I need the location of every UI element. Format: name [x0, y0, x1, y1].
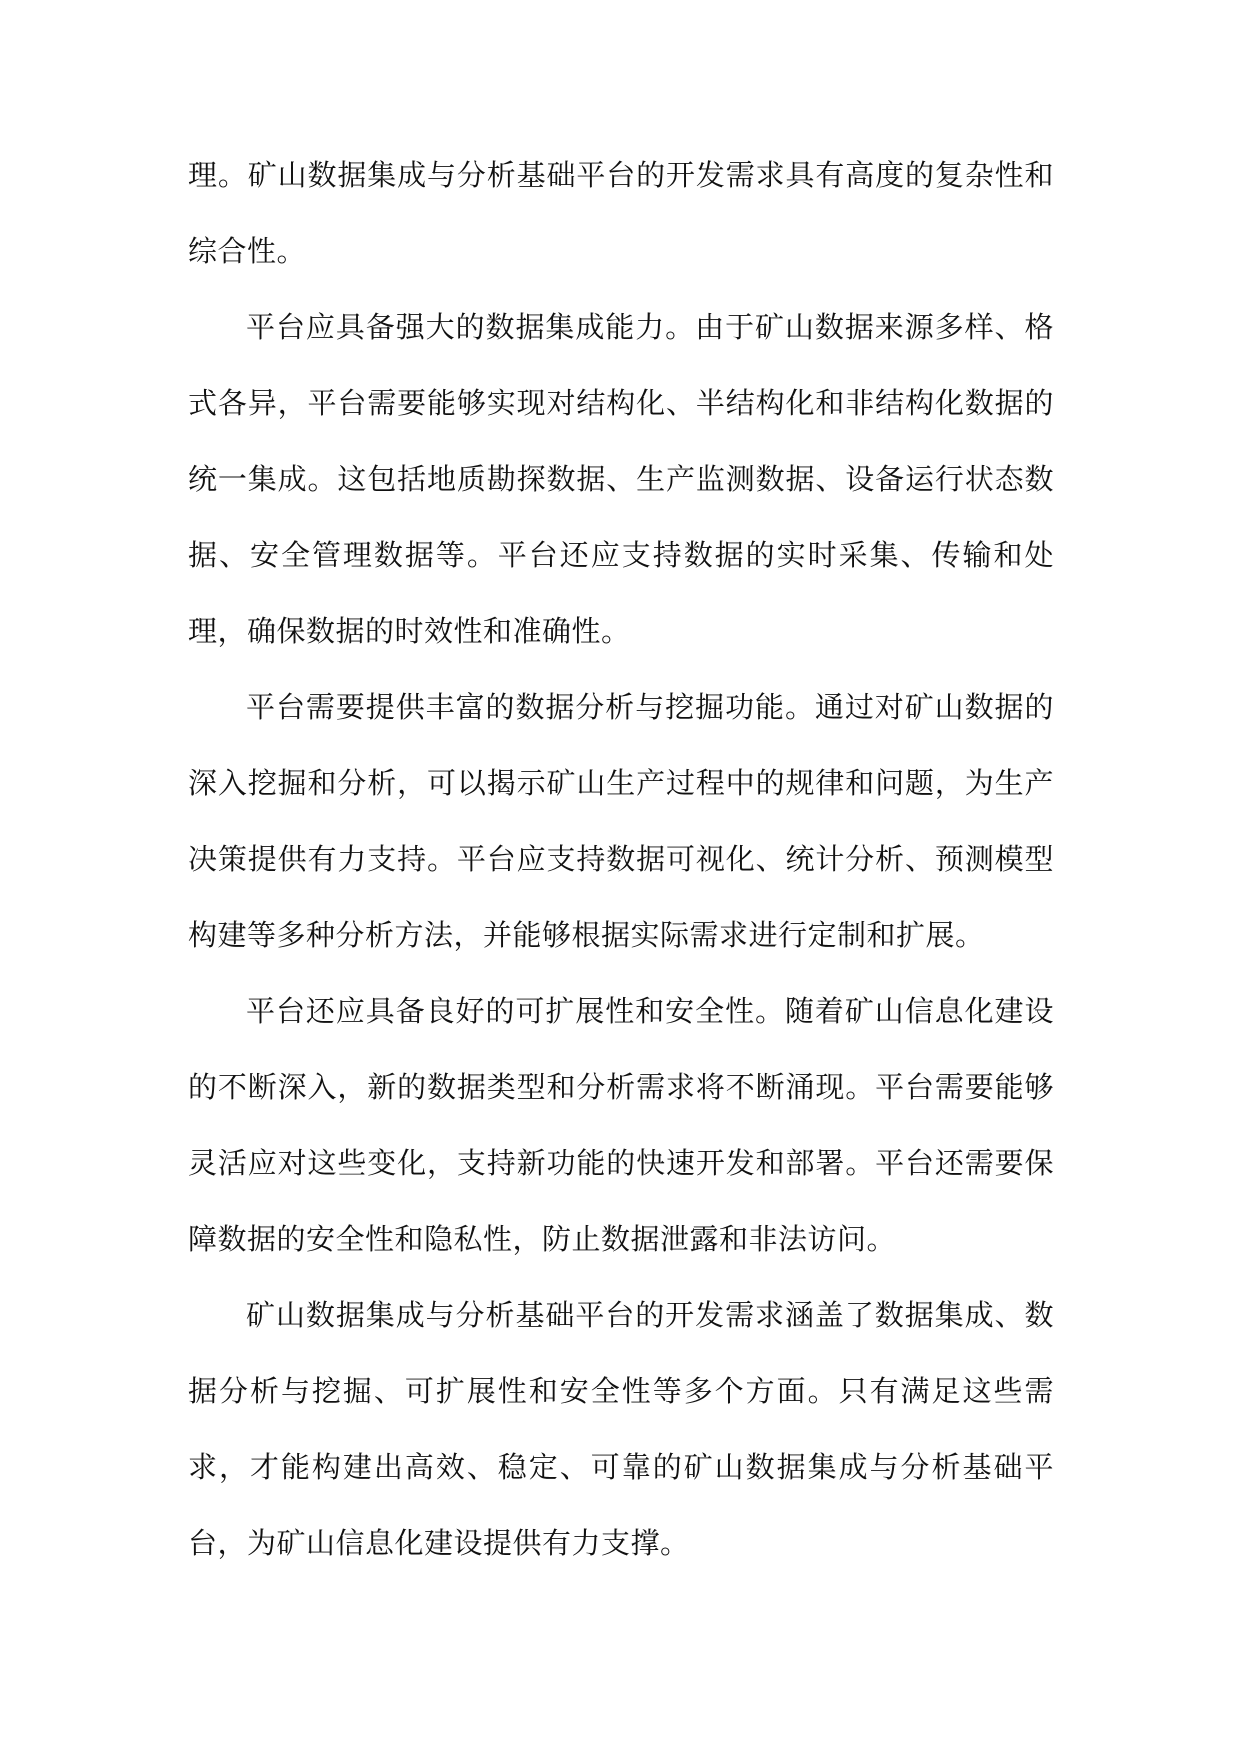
paragraph-data-integration: 平台应具备强大的数据集成能力。由于矿山数据来源多样、格式各异，平台需要能够实现对结构化、半结构化和非结构化数据的统一集成。这包括地质勘探数据、生产监测数据、设备运行状态数据、安全管理数据等。平台还应支持数据的实时采集、传输和处理，确保数据的时效性和准确性。 [188, 310, 1054, 648]
document-body [188, 137, 1054, 1581]
paragraph-continued: 理。矿山数据集成与分析基础平台的开发需求具有高度的复杂性和综合性。 [188, 158, 1054, 268]
paragraph-summary: 矿山数据集成与分析基础平台的开发需求涵盖了数据集成、数据分析与挖掘、可扩展性和安全性等多个方面。只有满足这些需求，才能构建出高效、稳定、可靠的矿山数据集成与分析基础平台，为矿山信息化建设提供有力支撑。 [188, 1298, 1054, 1560]
paragraph-scalability-security: 平台还应具备良好的可扩展性和安全性。随着矿山信息化建设的不断深入，新的数据类型和分析需求将不断涌现。平台需要能够灵活应对这些变化，支持新功能的快速开发和部署。平台还需要保障数据的安全性和隐私性，防止数据泄露和非法访问。 [188, 994, 1054, 1256]
paragraph-data-analysis: 平台需要提供丰富的数据分析与挖掘功能。通过对矿山数据的深入挖掘和分析，可以揭示矿山生产过程中的规律和问题，为生产决策提供有力支持。平台应支持数据可视化、统计分析、预测模型构建等多种分析方法，并能够根据实际需求进行定制和扩展。 [188, 690, 1054, 952]
